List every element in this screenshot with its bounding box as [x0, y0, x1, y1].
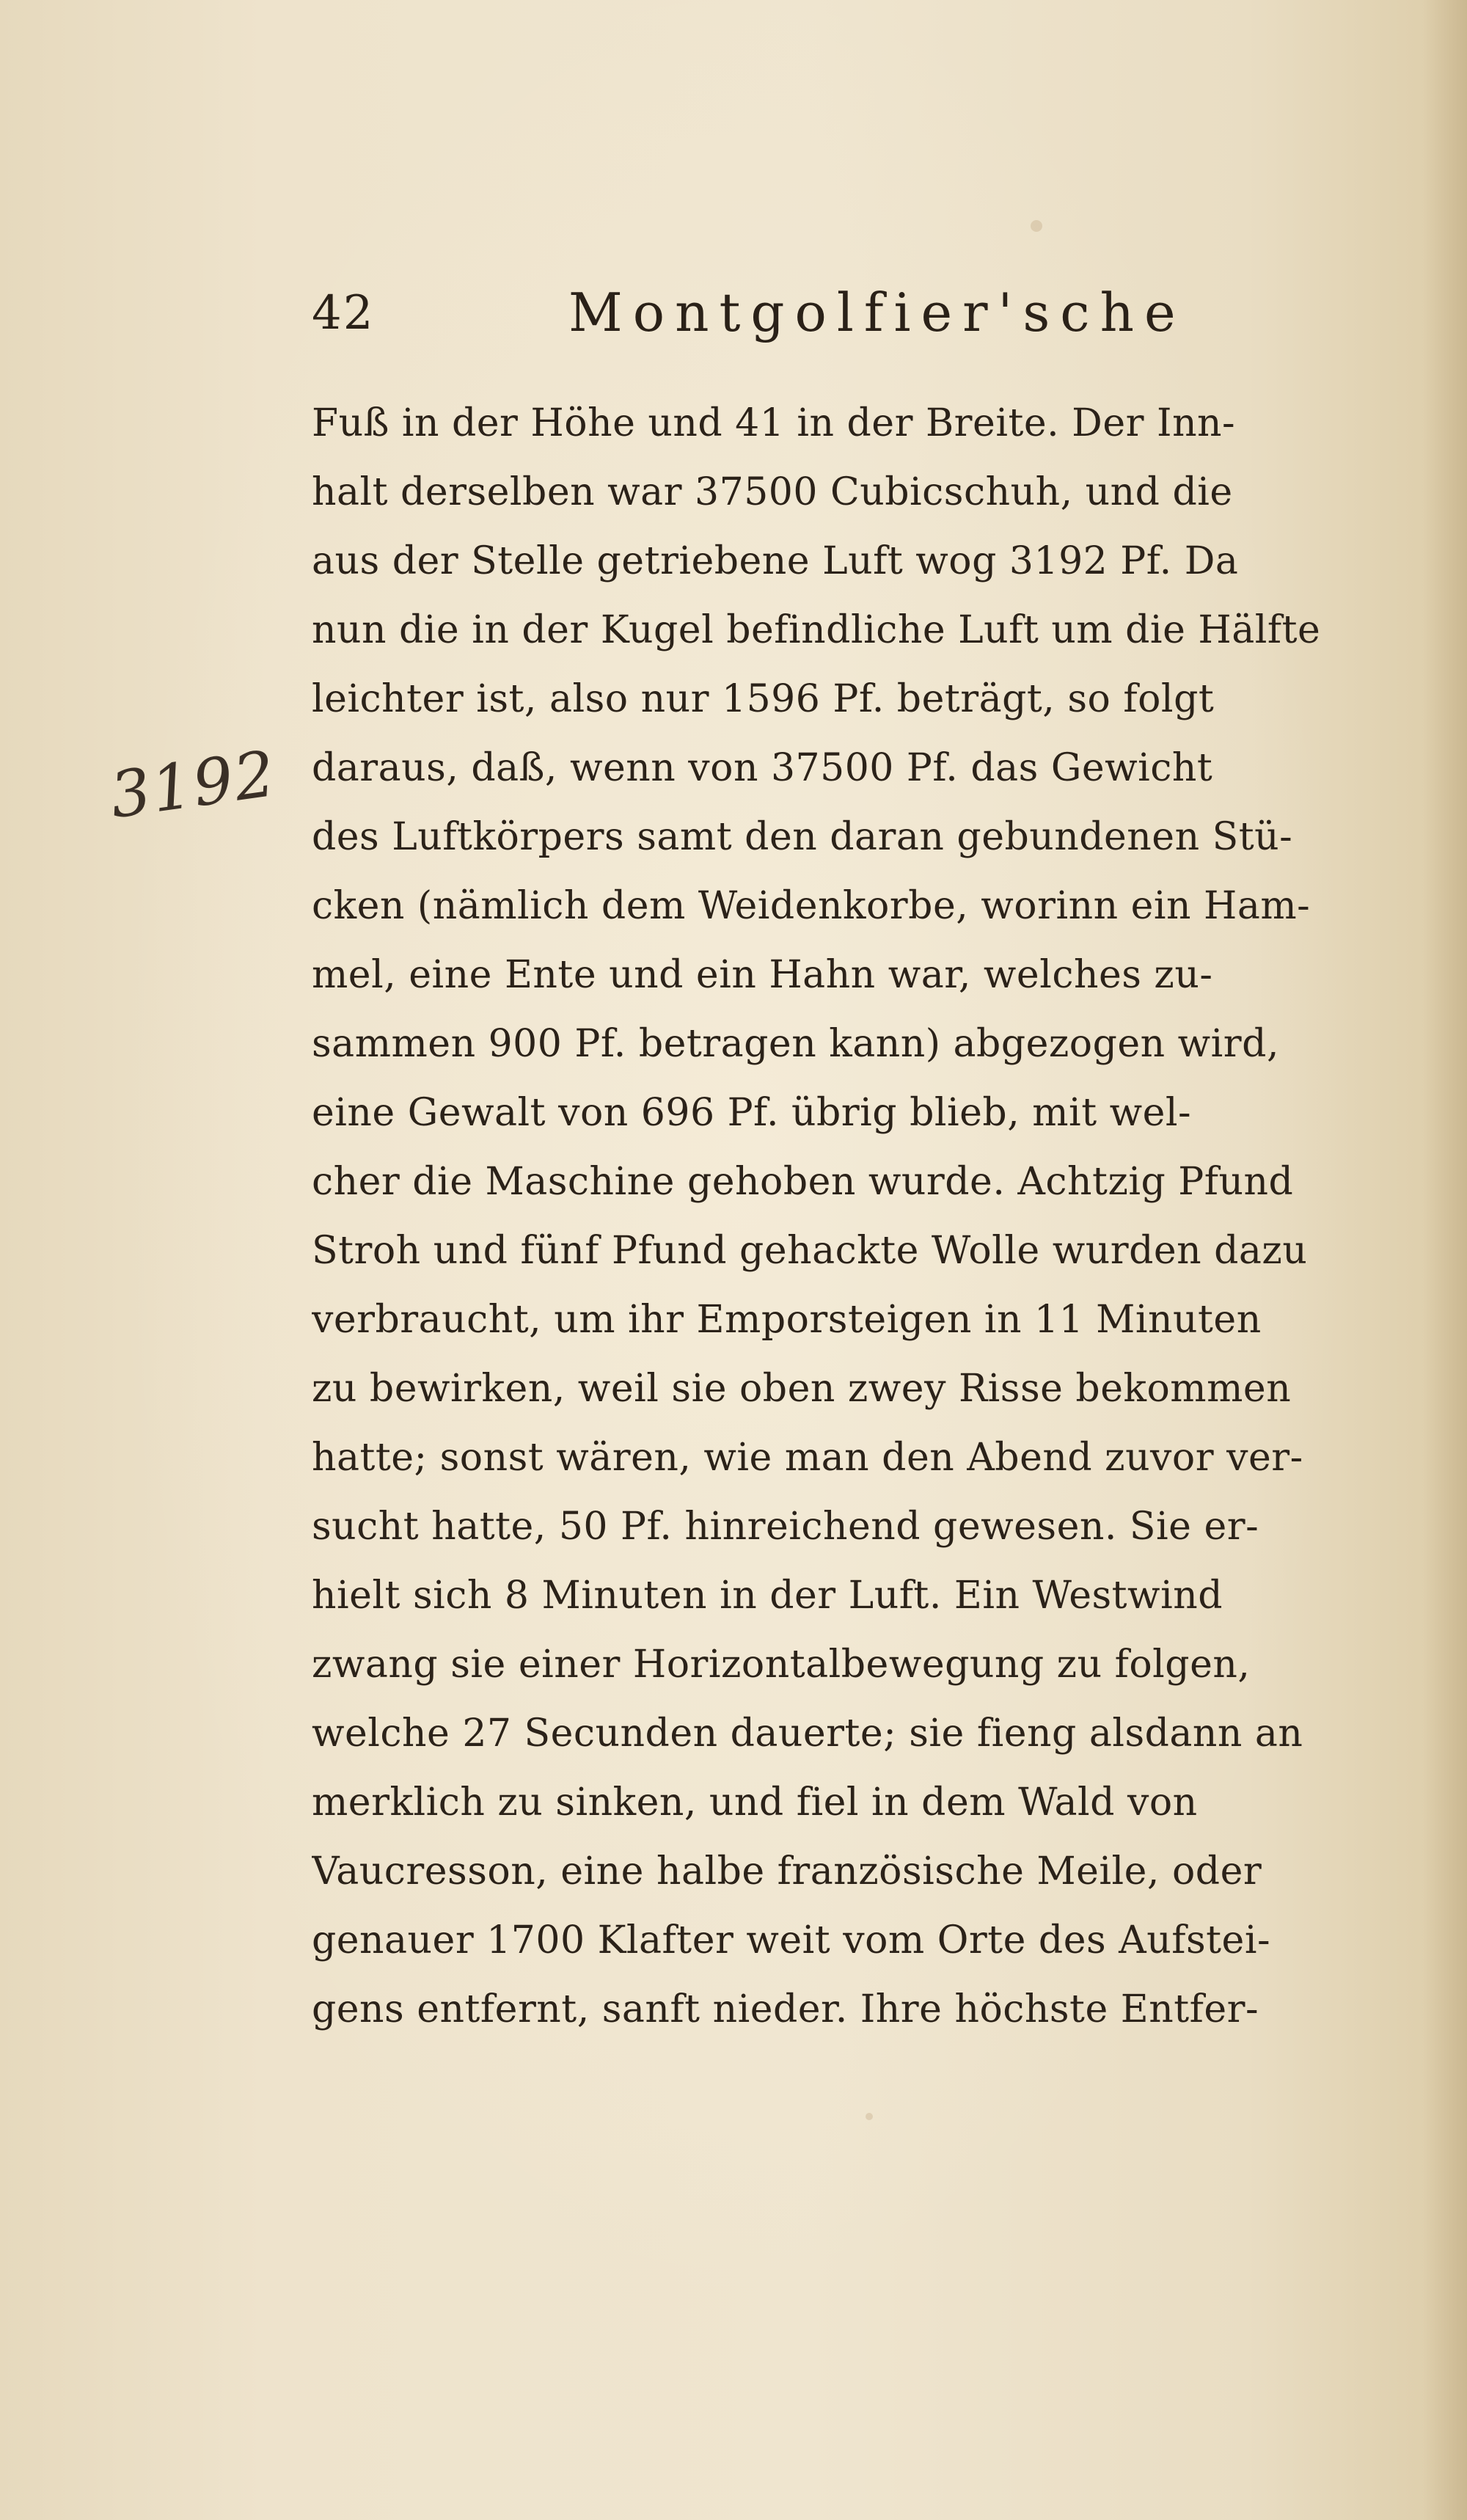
- text-line: nun die in der Kugel befindliche Luft um die Hälfte: [312, 608, 1321, 652]
- page-edge-shadow: [1423, 0, 1467, 2520]
- text-line: eine Gewalt von 696 Pf. übrig blieb, mit wel-: [312, 1091, 1192, 1135]
- text-line: sucht hatte, 50 Pf. hinreichend gewesen. Sie er-: [312, 1505, 1259, 1549]
- text-line: zwang sie einer Horizontalbewegung zu folgen,: [312, 1643, 1251, 1687]
- text-line: daraus, daß, wenn von 37500 Pf. das Gewicht: [312, 746, 1213, 790]
- handwritten-marginal-note: 3192: [106, 737, 281, 833]
- text-line: aus der Stelle getriebene Luft wog 3192 Pf. Da: [312, 539, 1239, 583]
- body-text: [312, 389, 1324, 2044]
- text-line: Stroh und fünf Pfund gehackte Wolle wurden dazu: [312, 1229, 1308, 1273]
- text-line: zu bewirken, weil sie oben zwey Risse bekommen: [312, 1367, 1292, 1411]
- text-line: Fuß in der Höhe und 41 in der Breite. Der Inn-: [312, 401, 1236, 445]
- foxing-spot: [866, 2113, 873, 2120]
- text-line: sammen 900 Pf. betragen kann) abgezogen wird,: [312, 1022, 1279, 1066]
- text-line: halt derselben war 37500 Cubicschuh, und die: [312, 470, 1233, 514]
- foxing-spot: [1031, 220, 1042, 232]
- text-line: hatte; sonst wären, wie man den Abend zuvor ver-: [312, 1436, 1303, 1480]
- text-line: Vaucresson, eine halbe französische Meile, oder: [312, 1849, 1262, 1893]
- text-line: des Luftkörpers samt den daran gebundenen Stü-: [312, 815, 1293, 859]
- text-line: hielt sich 8 Minuten in der Luft. Ein Westwind: [312, 1574, 1223, 1618]
- text-line: cken (nämlich dem Weidenkorbe, worinn ein Ham-: [312, 884, 1311, 928]
- text-line: cher die Maschine gehoben wurde. Achtzig Pfund: [312, 1160, 1294, 1204]
- text-line: verbraucht, um ihr Emporsteigen in 11 Minuten: [312, 1298, 1262, 1342]
- running-head-title: Montgolfier'sche: [568, 282, 1186, 343]
- text-line: welche 27 Secunden dauerte; sie fieng alsdann an: [312, 1712, 1303, 1756]
- text-line: genauer 1700 Klafter weit vom Orte des Aufstei-: [312, 1918, 1271, 1962]
- text-line: gens entfernt, sanft nieder. Ihre höchste Entfer-: [312, 1987, 1259, 2031]
- page-number: 42: [312, 286, 375, 340]
- text-line: mel, eine Ente und ein Hahn war, welches zu-: [312, 953, 1213, 997]
- text-line: leichter ist, also nur 1596 Pf. beträgt, so folgt: [312, 677, 1215, 721]
- running-head: [312, 271, 1339, 359]
- text-line: merklich zu sinken, und fiel in dem Wald von: [312, 1781, 1198, 1825]
